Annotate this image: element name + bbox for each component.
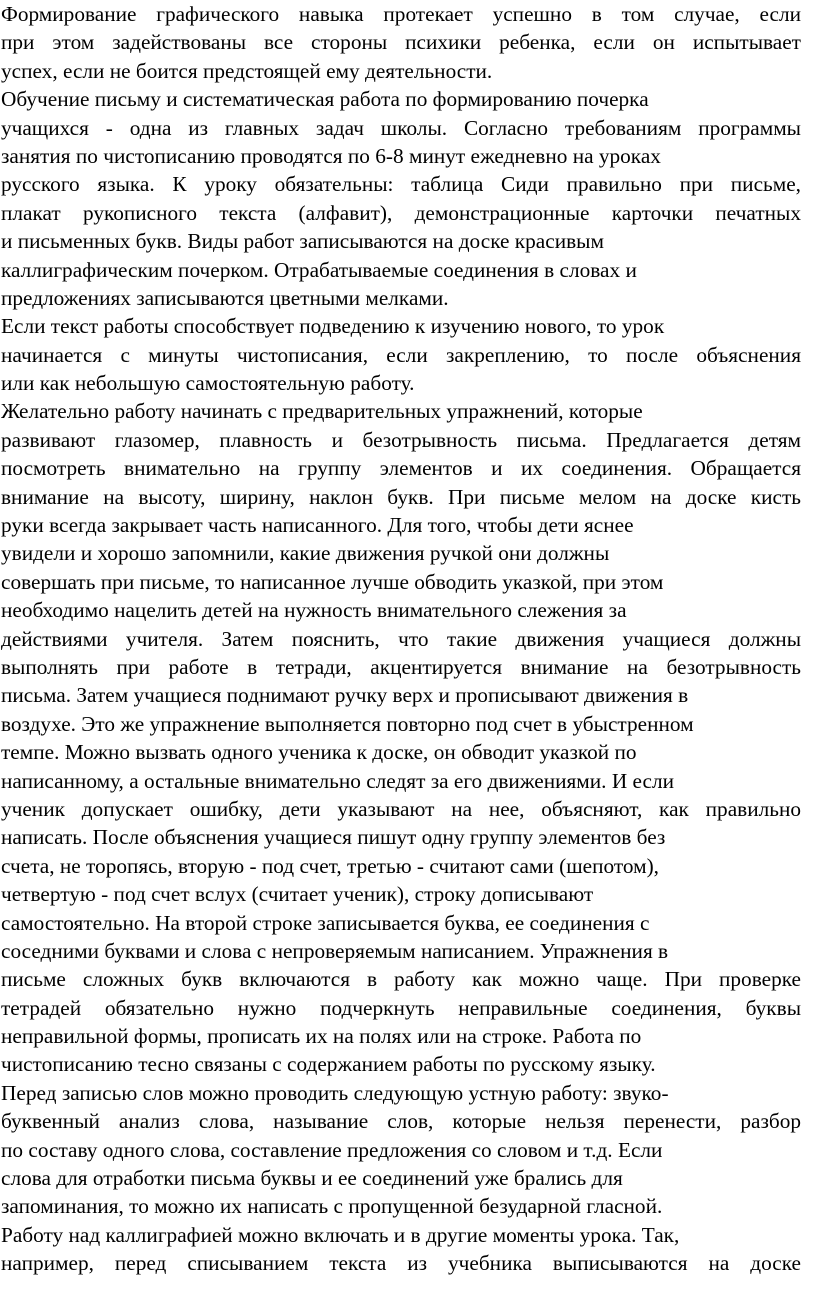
text-line: четвертую - под счет вслух (считает ученик), строку дописывают xyxy=(1,882,594,907)
text-line: учащихся - одна из главных задач школы. Согласно требованиям программы xyxy=(1,115,801,140)
text-line: счета, не торопясь, вторую - под счет, третью - считают сами (шепотом), xyxy=(1,853,659,878)
text-line: русского языка. К уроку обязательны: таблица Сиди правильно при письме, xyxy=(1,172,801,197)
text-line: или как небольшую самостоятельную работу. xyxy=(1,371,415,396)
text-line: Обучение письму и систематическая работа по формированию почерка xyxy=(1,87,649,112)
text-line: внимание на высоту, ширину, наклон букв. При письме мелом на доске кисть xyxy=(1,484,801,509)
text-line: ученик допускает ошибку, дети указывают на нее, объясняют, как правильно xyxy=(1,796,801,821)
text-line: действиями учителя. Затем пояснить, что такие движения учащиеся должны xyxy=(1,626,801,651)
text-line: руки всегда закрывает часть написанного. Для того, чтобы дети яснее xyxy=(1,513,634,538)
text-line: тетрадей обязательно нужно подчеркнуть неправильные соединения, буквы xyxy=(1,995,801,1020)
text-line: начинается с минуты чистописания, если закреплению, то после объяснения xyxy=(1,342,801,367)
text-line: совершать при письме, то написанное лучше обводить указкой, при этом xyxy=(1,569,664,594)
text-line: буквенный анализ слова, называние слов, которые нельзя перенести, разбор xyxy=(1,1109,801,1134)
text-line: увидели и хорошо запомнили, какие движения ручкой они должны xyxy=(1,541,610,566)
document-body-text xyxy=(1,0,801,1278)
text-line: предложениях записываются цветными мелками. xyxy=(1,285,449,310)
text-line: по составу одного слова, составление предложения со словом и т.д. Если xyxy=(1,1137,663,1162)
text-line: Перед записью слов можно проводить следующую устную работу: звуко- xyxy=(1,1080,669,1105)
text-line: при этом задействованы все стороны психики ребенка, если он испытывает xyxy=(1,30,801,55)
text-line: выполнять при работе в тетради, акцентируется внимание на безотрывность xyxy=(1,654,801,679)
text-line: письма. Затем учащиеся поднимают ручку верх и прописывают движения в xyxy=(1,683,689,708)
text-line: каллиграфическим почерком. Отрабатываемые соединения в словах и xyxy=(1,257,637,282)
text-line: успех, если не боится предстоящей ему деятельности. xyxy=(1,58,493,83)
text-line: Желательно работу начинать с предварительных упражнений, которые xyxy=(1,399,643,424)
text-line: Формирование графического навыка протекает успешно в том случае, если xyxy=(1,2,801,26)
text-line: самостоятельно. На второй строке записывается буква, ее соединения с xyxy=(1,910,650,935)
text-line: например, перед списыванием текста из учебника выписываются на доске xyxy=(1,1251,801,1276)
text-line: написанному, а остальные внимательно следят за его движениями. И если xyxy=(1,768,674,793)
text-line: чистописанию тесно связаны с содержанием работы по русскому языку. xyxy=(1,1052,656,1077)
text-line: слова для отработки письма буквы и ее соединений уже брались для xyxy=(1,1166,623,1191)
text-line: занятия по чистописанию проводятся по 6-8 минут ежедневно на уроках xyxy=(1,143,661,168)
text-line: развивают глазомер, плавность и безотрывность письма. Предлагается детям xyxy=(1,427,801,452)
text-line: письме сложных букв включаются в работу как можно чаще. При проверке xyxy=(1,967,801,992)
text-line: и письменных букв. Виды работ записываются на доске красивым xyxy=(1,229,604,254)
text-line: соседними буквами и слова с непроверяемым написанием. Упражнения в xyxy=(1,938,669,963)
text-line: неправильной формы, прописать их на полях или на строке. Работа по xyxy=(1,1024,642,1049)
text-line: Если текст работы способствует подведению к изучению нового, то урок xyxy=(1,314,665,339)
text-line: Работу над каллиграфией можно включать и в другие моменты урока. Так, xyxy=(1,1222,680,1247)
text-line: темпе. Можно вызвать одного ученика к доске, он обводит указкой по xyxy=(1,740,637,765)
text-line: плакат рукописного текста (алфавит), демонстрационные карточки печатных xyxy=(1,200,801,225)
text-line: воздухе. Это же упражнение выполняется повторно под счет в убыстренном xyxy=(1,711,694,736)
text-line: запоминания, то можно их написать с пропущенной безударной гласной. xyxy=(1,1194,663,1219)
text-line: необходимо нацелить детей на нужность внимательного слежения за xyxy=(1,598,627,623)
text-line: посмотреть внимательно на группу элементов и их соединения. Обращается xyxy=(1,456,801,481)
text-line: написать. После объяснения учащиеся пишут одну группу элементов без xyxy=(1,825,666,850)
